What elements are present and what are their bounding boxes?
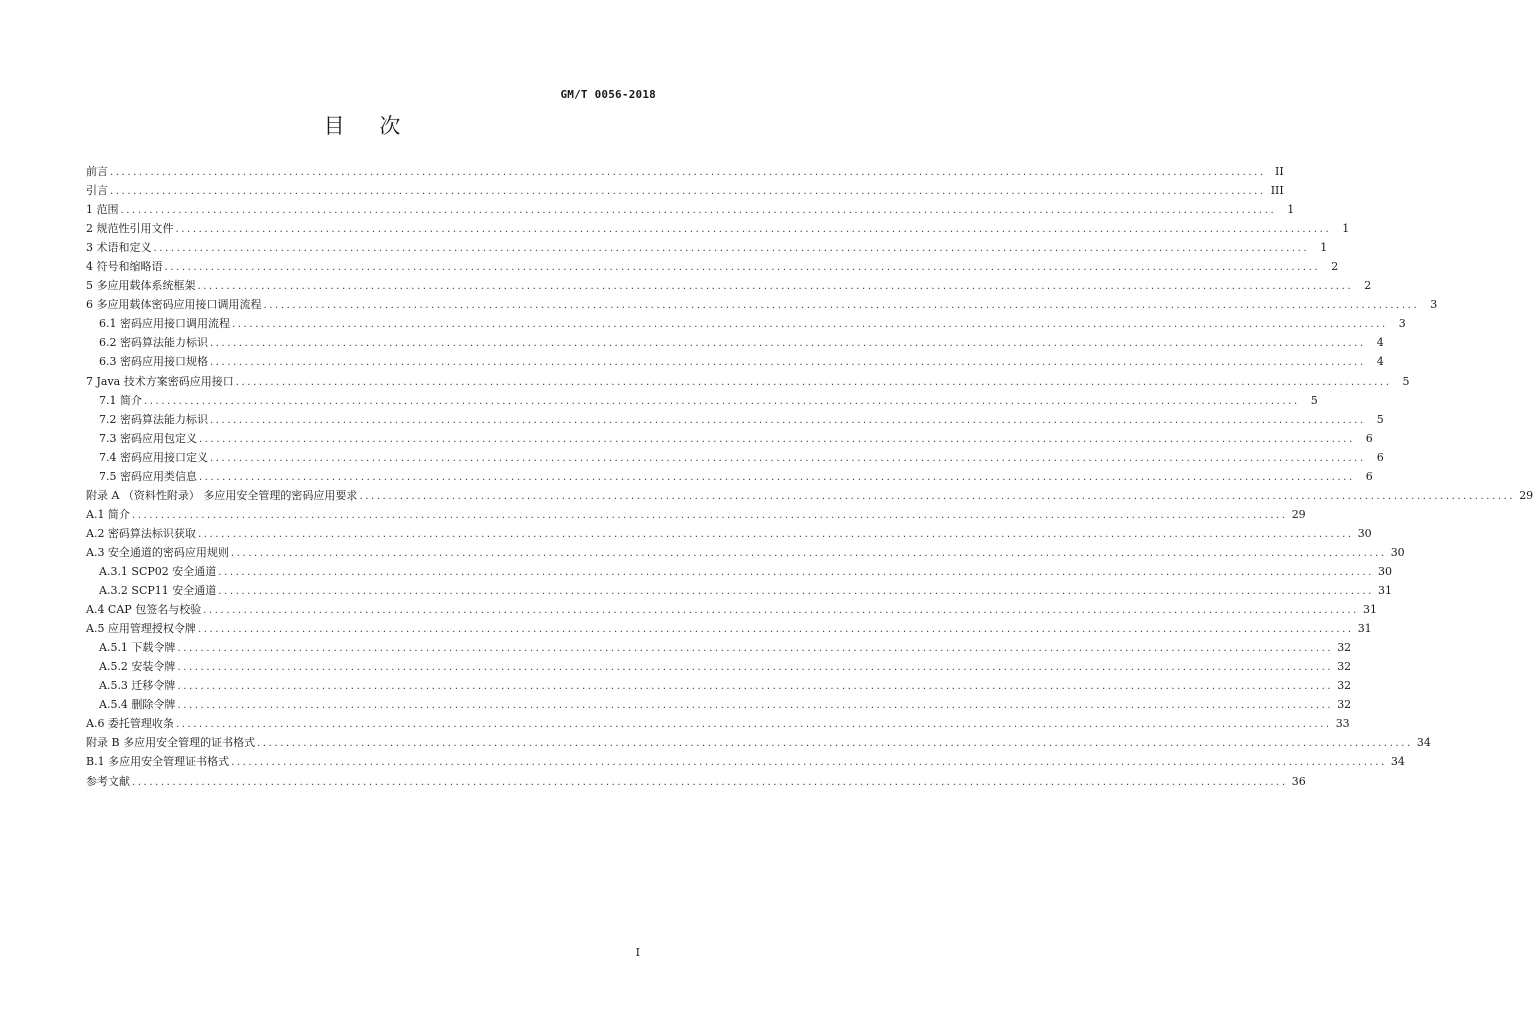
standard-code: GM/T 0056-2018	[560, 88, 656, 101]
toc-entry-label: 2 规范性引用文件	[86, 222, 174, 236]
toc-leader-dots: ........................................................................................................................................................................................................	[153, 243, 1310, 255]
toc-entry-label: 前言	[86, 165, 108, 178]
toc-entry-page: 32	[1337, 698, 1352, 712]
toc-leader-dots: ........................................................................................................................................................................................................	[263, 300, 1420, 312]
toc-entry-page: 29	[1291, 507, 1306, 521]
toc-leader-dots: ........................................................................................................................................................................................................	[232, 319, 1388, 331]
toc-entry-page: 4	[1376, 355, 1384, 369]
toc-leader-dots: ........................................................................................................................................................................................................	[175, 224, 1332, 236]
toc-entry[interactable]	[86, 448, 1384, 467]
toc-entry[interactable]	[86, 429, 1373, 448]
toc-entry[interactable]	[86, 219, 1350, 238]
toc-entry-label: 7 Java 技术方案密码应用接口	[86, 374, 234, 388]
toc-entry-label: A.5.1 下载令牌	[99, 641, 176, 655]
toc-entry-page: 34	[1416, 736, 1431, 750]
toc-entry-page: 5	[1402, 374, 1410, 388]
toc-entry-label: A.5.2 安装令牌	[99, 660, 176, 674]
toc-leader-dots: ........................................................................................................................................................................................................	[197, 281, 1354, 293]
toc-entry[interactable]	[86, 486, 1533, 505]
toc-leader-dots: ........................................................................................................................................................................................................	[197, 624, 1354, 636]
toc-leader-dots: ........................................................................................................................................................................................................	[199, 433, 1355, 445]
toc-leader-dots: ........................................................................................................................................................................................................	[197, 528, 1354, 540]
toc-entry-page: 1	[1342, 222, 1350, 236]
toc-leader-dots: ........................................................................................................................................................................................................	[210, 357, 1366, 369]
toc-entry-page: 5	[1310, 393, 1318, 407]
toc-entry-label: A.5.4 删除令牌	[99, 698, 176, 712]
toc-entry-page: 30	[1378, 564, 1393, 578]
toc-entry[interactable]	[86, 352, 1384, 371]
toc-entry-label: 4 符号和缩略语	[86, 260, 163, 274]
toc-entry[interactable]	[86, 657, 1352, 676]
toc-leader-dots: ........................................................................................................................................................................................................	[230, 547, 1387, 559]
toc-leader-dots: ........................................................................................................................................................................................................	[110, 167, 1266, 178]
toc-entry-page: 6	[1376, 450, 1384, 464]
toc-entry-label: A.1 简介	[86, 507, 130, 521]
toc-entry-page: 29	[1519, 488, 1533, 502]
toc-entry-page: 4	[1376, 336, 1384, 350]
toc-entry-label: 7.2 密码算法能力标识	[99, 412, 208, 426]
toc-entry-page: III	[1270, 184, 1284, 198]
toc-leader-dots: ........................................................................................................................................................................................................	[120, 205, 1277, 217]
toc-entry-label: A.4 CAP 包签名与校验	[86, 603, 202, 617]
table-of-contents	[86, 162, 1533, 791]
toc-entry[interactable]	[86, 333, 1384, 352]
toc-leader-dots: ........................................................................................................................................................................................................	[218, 586, 1375, 598]
toc-entry-label: 6.2 密码算法能力标识	[99, 336, 208, 350]
toc-entry[interactable]	[86, 772, 1306, 791]
toc-leader-dots: ........................................................................................................................................................................................................	[132, 776, 1288, 788]
toc-entry-label: 引言	[86, 184, 108, 198]
toc-leader-dots: ........................................................................................................................................................................................................	[210, 452, 1366, 464]
toc-entry[interactable]	[86, 581, 1393, 600]
toc-entry[interactable]	[86, 619, 1372, 638]
toc-entry-label: A.3 安全通道的密码应用规则	[86, 545, 229, 559]
toc-entry-label: 7.5 密码应用类信息	[99, 469, 197, 483]
toc-entry-page: 1	[1287, 203, 1295, 217]
toc-entry[interactable]	[86, 562, 1393, 581]
toc-entry[interactable]	[86, 676, 1352, 695]
toc-entry[interactable]	[86, 505, 1306, 524]
toc-leader-dots: ........................................................................................................................................................................................................	[203, 605, 1359, 617]
toc-leader-dots: ........................................................................................................................................................................................................	[177, 681, 1334, 693]
toc-leader-dots: ........................................................................................................................................................................................................	[177, 662, 1334, 674]
toc-leader-dots: ........................................................................................................................................................................................................	[210, 414, 1366, 426]
page-number: I	[635, 946, 640, 959]
toc-entry[interactable]	[86, 295, 1438, 314]
toc-entry-label: A.2 密码算法标识获取	[86, 526, 196, 540]
toc-entry-label: 参考文献	[86, 774, 130, 788]
toc-entry-label: 7.1 简介	[99, 393, 142, 407]
toc-entry-label: 1 范围	[86, 203, 119, 217]
toc-entry-label: 6.1 密码应用接口调用流程	[99, 317, 230, 331]
toc-entry[interactable]	[86, 714, 1350, 733]
toc-entry-page: 31	[1362, 603, 1377, 617]
page-title: 目 次	[323, 114, 415, 138]
toc-leader-dots: ........................................................................................................................................................................................................	[235, 376, 1392, 388]
toc-entry-page: 6	[1365, 469, 1373, 483]
toc-leader-dots: ........................................................................................................................................................................................................	[175, 719, 1332, 731]
toc-entry-page: 6	[1365, 431, 1373, 445]
toc-entry[interactable]	[86, 467, 1373, 486]
toc-entry-label: 附录 A （资料性附录） 多应用安全管理的密码应用要求	[86, 488, 358, 502]
toc-leader-dots: ........................................................................................................................................................................................................	[231, 757, 1387, 769]
toc-entry[interactable]	[86, 257, 1339, 276]
toc-entry-page: 36	[1291, 774, 1306, 788]
toc-leader-dots: ........................................................................................................................................................................................................	[131, 509, 1288, 521]
toc-entry[interactable]	[86, 543, 1405, 562]
toc-entry[interactable]	[86, 733, 1431, 752]
toc-entry-page: 32	[1337, 641, 1352, 655]
toc-entry-label: A.5 应用管理授权令牌	[86, 622, 196, 636]
toc-entry[interactable]	[86, 276, 1372, 295]
toc-leader-dots: ........................................................................................................................................................................................................	[164, 262, 1321, 274]
toc-entry-page: 31	[1357, 622, 1372, 636]
toc-entry-page: 31	[1378, 584, 1393, 598]
toc-entry-page: 30	[1390, 545, 1405, 559]
toc-entry-page: 32	[1337, 660, 1352, 674]
toc-entry[interactable]	[86, 200, 1295, 219]
toc-leader-dots: ........................................................................................................................................................................................................	[144, 395, 1300, 407]
toc-entry-page: 2	[1331, 260, 1339, 274]
toc-entry-page: II	[1275, 165, 1284, 178]
toc-entry[interactable]	[86, 600, 1377, 619]
toc-entry[interactable]	[86, 410, 1384, 429]
toc-entry[interactable]	[86, 524, 1372, 543]
toc-entry-page: 32	[1337, 679, 1352, 693]
toc-entry-label: B.1 多应用安全管理证书格式	[86, 755, 230, 769]
toc-entry[interactable]	[86, 162, 1284, 181]
toc-leader-dots: ........................................................................................................................................................................................................	[359, 490, 1516, 502]
toc-entry-label: 3 术语和定义	[86, 241, 152, 255]
toc-entry-page: 1	[1320, 241, 1328, 255]
toc-entry[interactable]	[86, 238, 1328, 257]
toc-entry-page: 2	[1364, 279, 1372, 293]
toc-entry-label: A.3.1 SCP02 安全通道	[99, 564, 217, 578]
toc-entry-label: A.6 委托管理收条	[86, 717, 174, 731]
toc-leader-dots: ........................................................................................................................................................................................................	[257, 738, 1413, 750]
toc-entry[interactable]	[86, 314, 1406, 333]
toc-entry[interactable]	[86, 391, 1318, 410]
toc-entry-label: 附录 B 多应用安全管理的证书格式	[86, 736, 256, 750]
toc-entry[interactable]	[86, 372, 1410, 391]
toc-entry[interactable]	[86, 638, 1352, 657]
toc-leader-dots: ........................................................................................................................................................................................................	[177, 643, 1334, 655]
toc-entry[interactable]	[86, 181, 1284, 200]
toc-entry-label: 7.4 密码应用接口定义	[99, 450, 208, 464]
toc-entry-label: 6 多应用载体密码应用接口调用流程	[86, 298, 262, 312]
toc-leader-dots: ........................................................................................................................................................................................................	[177, 700, 1334, 712]
toc-entry-page: 3	[1398, 317, 1406, 331]
toc-leader-dots: ........................................................................................................................................................................................................	[218, 566, 1375, 578]
toc-entry[interactable]	[86, 752, 1405, 771]
toc-entry-label: 7.3 密码应用包定义	[99, 431, 197, 445]
toc-entry-page: 30	[1357, 526, 1372, 540]
toc-leader-dots: ........................................................................................................................................................................................................	[110, 186, 1266, 198]
toc-entry-label: A.5.3 迁移令牌	[99, 679, 176, 693]
toc-entry-label: 6.3 密码应用接口规格	[99, 355, 208, 369]
toc-leader-dots: ........................................................................................................................................................................................................	[199, 471, 1355, 483]
toc-leader-dots: ........................................................................................................................................................................................................	[210, 338, 1366, 350]
toc-entry-page: 5	[1376, 412, 1384, 426]
toc-entry-page: 33	[1335, 717, 1350, 731]
toc-entry-label: A.3.2 SCP11 安全通道	[99, 584, 217, 598]
toc-entry-label: 5 多应用载体系统框架	[86, 279, 196, 293]
toc-entry-page: 3	[1430, 298, 1438, 312]
toc-entry[interactable]	[86, 695, 1352, 714]
toc-entry-page: 34	[1390, 755, 1405, 769]
